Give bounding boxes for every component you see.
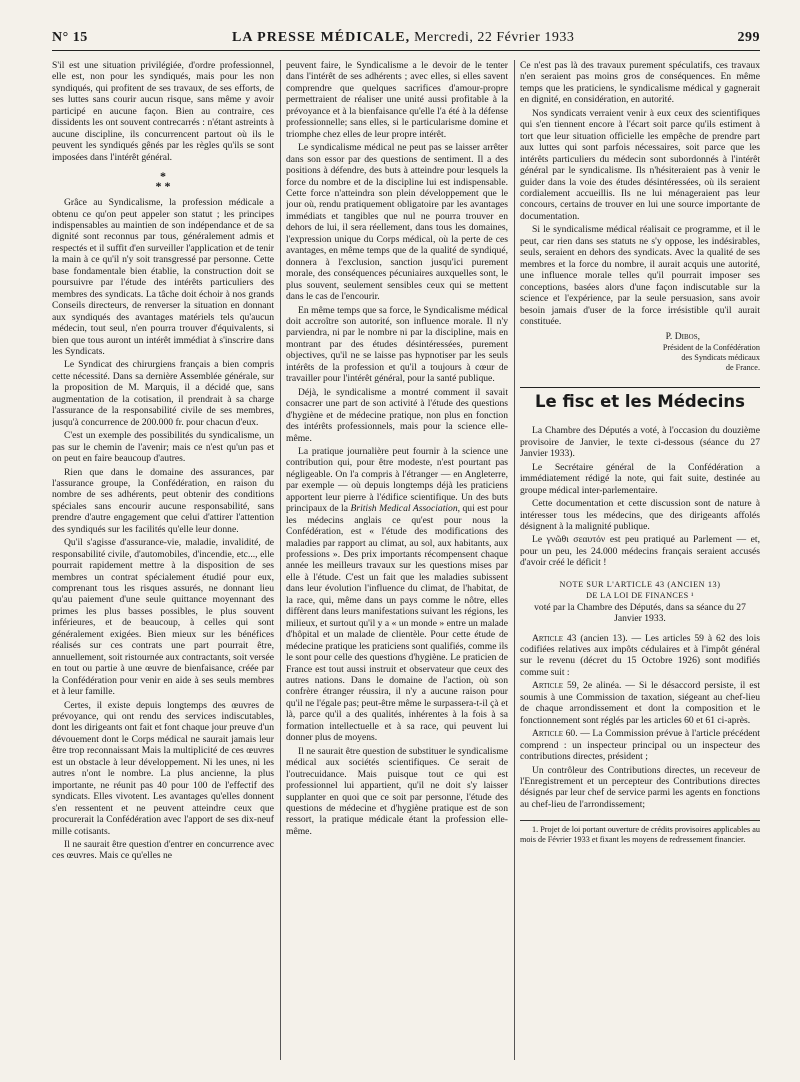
- paragraph-text: , qui est pour les médecins anglais ce qu'est pour nous la Confédération, est « l'étude des modifications des maladies par rapport au climat, au sol, aux habitants, aux professions ». Des prix importants récompensent chaque année les meilleurs travaux sur les questions mises par elle à l'étude. C'est un fait que les maladies subissent dans leur évolution l'influence du climat, de l'habitat, de la race, qui, même dans un pays comme le nôtre, elles diffèrent dans leurs manifestations suivant les régions, les milieux, et surtout qu'il y a « un monde » entre un malade d'hôpital et un malade de clientèle. Pour cette étude de médecine pratique les praticiens sont qualifiés, comme ils le sont pour celle des questions d'hygiène. Le praticien de France est tout aussi instruit et observateur que ceux des autres nations. Dans le domaine de l'action, où son confrère étranger réussira, il n'y a aucune raison pour qu'il ne l'égale pas; peut-être même le surpassera-t-il çà et là, parce qu'il a des qualités, inhérentes à la fois à sa formation intellectuelle et à sa race, qui peuvent lui donner plus de moyens.: [286, 503, 508, 744]
- author-name: P. Dibos,: [665, 331, 700, 343]
- section-rule: [520, 387, 760, 388]
- paragraph-text: La pratique journalière peut fournir à la science une contribution qui, pour être modeste, n'est pourtant pas négligeable. On l'a compris à l'étranger — en Angleterre, par exemple — où depuis longtemps déjà les praticiens apportent leur pierre à l'édifice scientifique. Un des buts principaux de la: [286, 445, 508, 515]
- paragraph: La Chambre des Députés a voté, à l'occasion du douzième provisoire de Janvier, le texte ci-dessous (séance du 27 Janvier 1933).: [520, 425, 760, 460]
- article-label: Article 43: [532, 632, 577, 644]
- asterism-top: *: [160, 169, 166, 184]
- italic-org-name: British Medical Association: [350, 503, 458, 515]
- page-number: 299: [737, 30, 760, 45]
- article-paragraph: [520, 680, 760, 726]
- column-divider: [514, 60, 515, 1060]
- asterism-bottom: * *: [155, 179, 171, 194]
- author-role: Président de la Confédération: [662, 342, 760, 352]
- article-paragraph: [520, 728, 760, 762]
- note-heading: NOTE SUR L'ARTICLE 43 (ANCIEN 13): [559, 579, 721, 589]
- asterism: [52, 169, 274, 194]
- paragraph: En même temps que sa force, le Syndicalisme médical doit accroître son autorité, son influence morale. Il n'y parviendra, ni par le nombre ni par la discipline, mais en montrant par des études désintéressées, purement objectives, qu'il ne se laisse pas hypnotiser par les seuls intérêts de la profession et qu'il a toujours à cœur de travailler pour l'intérêt général, pour la santé publique.: [286, 304, 508, 385]
- journal-name: LA PRESSE MÉDICALE,: [232, 30, 411, 45]
- column-middle: [286, 60, 508, 1060]
- article-text: (ancien 13). — Les articles 59 à 62 des lois codifiées relatives aux impôts cédulaires et à l'impôt général sur le revenu (décret du 15 Octobre 1926) sont modifiés comme suit :: [520, 632, 760, 678]
- issue-number: N° 15: [52, 30, 88, 45]
- header-rule: [52, 50, 760, 51]
- journal-title: [232, 30, 574, 46]
- author-role: des Syndicats médicaux: [681, 352, 760, 362]
- column-left: [52, 60, 274, 1060]
- column-divider: [280, 60, 281, 1060]
- article-text: — La Commission prévue à l'article précédent comprend : un inspecteur principal ou un inspecteur des contributions directes, président ;: [520, 728, 760, 763]
- paragraph: Un contrôleur des Contributions directes, un receveur de l'Enregistrement et un percepteur des Contributions directes désignés par leur chef de service parmi les agents en fonctions au chef-lieu de l'arrondissement;: [520, 764, 760, 810]
- paragraph: Rien que dans le domaine des assurances, par l'assurance groupe, la Confédération, en raison du nombre de ses adhérents, peut obtenir des conditions spéciales sans encourir aucune responsabilité, sans prendre d'autre engagement que celui d'attirer l'attention des syndiqués sur les facilités qu'elle leur donne.: [52, 466, 274, 535]
- paragraph: S'il est une situation privilégiée, d'ordre professionnel, elle est, non pour les syndiqués, mais pour les non syndiqués, qui profitent de ses travaux, de ses efforts, de ses luttes sans courir aucun risque, sans même y avoir participé en aucune façon. Bien au contraire, ces dissidents les ont souvent contrecarrés : n'étant astreints à aucune discipline, ils concurrencent partout où ils le peuvent les syndiqués gênés par les règles qu'ils se sont imposées dans l'intérêt général.: [52, 60, 274, 163]
- article-text: 2e alinéa. — Si le désaccord persiste, il est soumis à une Commission de taxation, siégeant au chef-lieu de chaque arrondissement et dont la composition et le fonctionnement sont réglés par les articles 60 et 61 ci-après.: [520, 680, 760, 726]
- paragraph: C'est un exemple des possibilités du syndicalisme, un pas sur le chemin de l'avenir; mais ce n'est qu'un pas et on peut en faire beaucoup d'autres.: [52, 430, 274, 465]
- paragraph: Si le syndicalisme médical réalisait ce programme, et il le peut, car rien dans ses statuts ne s'y oppose, les indésirables, seuls, seraient en dehors des syndicats. Avec la qualité de ses membres et la force du nombre, il aurait acquis une autorité, une influence morale telles qu'il pourrait imposer ses conceptions, basées alors d'une façon indiscutable sur la science et l'expérience, par la seule persuasion, sans avoir besoin jamais d'user de la force irrésistible qu'il aurait constituée.: [520, 224, 760, 327]
- paragraph: Nos syndicats verraient venir à eux ceux des scientifiques qui s'en tiennent encore à l'écart soit parce qu'ils estiment à tort que leur situation officielle les empêche de prendre part aux luttes qui sont parfois nécessaires, soit parce que les intérêts particuliers du médecin sont subordonnés à l'intérêt général par le syndicalisme. Ils n'hésiteraient pas à venir le guider dans la voie des études désintéressées, où ils seraient cordialement accueillis. Ils ne lui ménageraient pas leur concours, certains de trouver en lui une source importante de documentation.: [520, 107, 760, 222]
- paragraph: Ce n'est pas là des travaux purement spéculatifs, ces travaux n'en seraient pas moins gros de conséquences. En même temps que les praticiens, le syndicalisme médical y gagnerait en dignité, en considération, en autorité.: [520, 60, 760, 106]
- article-label: Article 59,: [532, 680, 580, 692]
- paragraph: Il ne saurait être question d'entrer en concurrence avec ces œuvres. Mais ce qu'elles ne: [52, 839, 274, 862]
- paragraph: [286, 446, 508, 744]
- paragraph: Il ne saurait être question de substituer le syndicalisme médical aux sociétés scientifiques. Ce serait de l'outrecuidance. Mais puisque tout ce qui est professionnel lui appartient, qu'il ne doit s'y laisser supplanter en quoi que ce soit par personne, l'étude des questions de médecine et d'hygiène pratique est de son ressort, la pratique médicale étant la profession elle-même.: [286, 745, 508, 837]
- article-label: Article 60.: [532, 728, 578, 740]
- column-right: [520, 60, 760, 1060]
- issue-date: Mercredi, 22 Février 1933: [414, 30, 575, 45]
- paragraph: Cette documentation et cette discussion sont de nature à intéresser tous les médecins, que des dirigeants affolés désignent à la malignité publique.: [520, 498, 760, 532]
- page-header: [52, 28, 760, 50]
- note-subheading: DE LA LOI DE FINANCES ¹: [586, 591, 694, 601]
- paragraph: Le Secrétaire général de la Confédération a immédiatement rédigé la note, qui fait suite, destinée au groupe médical inter-parlementaire.: [520, 461, 760, 496]
- paragraph: Grâce au Syndicalisme, la profession médicale a obtenu ce qu'on peut appeler son statut ; les principes indispensables au maintien de son indépendance et de sa dignité sont reconnus par tous, généralement admis et respectés et il suffit d'en surveiller l'application et de tenir la main à ce qu'il n'y soit transgressé par personne. Cette base fondamentale bien établie, la construction doit se poursuivre par l'étude des intérêts particuliers des membres des syndicats. La tâche doit échoir à nos grands Conseils directeurs, de renverser la situation en donnant aux syndiqués des avantages matériels tels qu'aucun médecin, tout seul, n'en pourra trouver d'équivalents, si bien que tous auront un intérêt immédiat à s'inscrire dans les Syndicats.: [52, 197, 274, 357]
- paragraph: Le Syndicat des chirurgiens français a bien compris cette nécessité. Dans sa dernière Assemblée générale, sur la proposition de M. Marquis, il a décidé que, sans augmentation de la cotisation, il prendrait à sa charge l'assurance de la responsabilité civile de ses membres, jusqu'à concurrence de 200.000 fr. pour chacun d'eux.: [52, 359, 274, 428]
- paragraph: peuvent faire, le Syndicalisme a le devoir de le tenter dans l'intérêt de ses adhérents ; avec elles, si elles savent comprendre que quelques sacrifices d'amour-propre permettraient de réaliser une unité aussi profitable à la prévoyance et à la bienfaisance qu'elle l'a été à la défense professionnelle; sans elles, si le particularisme domine et triomphe chez elles de leur propre intérêt.: [286, 60, 508, 140]
- author-role: de France.: [725, 362, 760, 372]
- section-title: Le fisc et les Médecins: [535, 391, 745, 411]
- paragraph: Déjà, le syndicalisme a montré comment il savait consacrer une part de son activité à l'étude des questions d'hygiène et de médecine pratique, non plus en fonction des intérêts professionnels, mais pour la science elle-même.: [286, 386, 508, 444]
- footnote-rule: [520, 820, 760, 821]
- footnote: 1. Projet de loi portant ouverture de crédits provisoires applicables au mois de Février 1933 et fixant les moyens de redressement financier.: [520, 825, 760, 845]
- paragraph: Le γνῶθι σεαυτόν est peu pratiqué au Parlement — et, pour un peu, les 24.000 médecins français seraient accusés d'avoir créé le déficit !: [520, 534, 760, 569]
- note-vote-line: voté par la Chambre des Députés, dans sa séance du 27 Janvier 1933.: [534, 601, 746, 625]
- paragraph: Qu'il s'agisse d'assurance-vie, maladie, invalidité, de responsabilité civile, d'automobiles, d'incendie, etc..., elle pourrait rapidement mettre à la disposition de ses membres un contrat spécialement étudié pour eux, comprenant tous les risques assurés, ne donnant lieu qu'au paiement d'une seule quittance moyennant des primes les plus basses possibles, le plus souvent inférieures, et de beaucoup, à celles qui sont généralement exigées. Bien mieux sur les bénéfices réalisés sur ces contrats une part pourrait être, annuellement, soit ristournée aux contractants, soit versée en tout ou partie à une œuvre de bienfaisance, créée par la Confédération pour venir en aide à ses seuls membres et à leur famille.: [52, 537, 274, 698]
- article-paragraph: [520, 633, 760, 679]
- signature-block: [520, 331, 760, 372]
- paragraph: Certes, il existe depuis longtemps des œuvres de prévoyance, qui ont rendu des services indiscutables, dont les dirigeants ont fait et font chaque jour preuve d'un dévouement dont le Corps médical ne saurait jamais leur être trop reconnaissant Mais la multiplicité de ces œuvres est un obstacle à leur développement. Ni les unes, ni les autres n'ont le nombre. La plus ancienne, la plus importante, ne réunit pas 40 pour 100 de l'effectif des syndicats. Elles vivotent. Les avantages qu'elles donnent s'en ressentent et ne peuvent atteindre ceux que procurerait la Confédération avec l'apport de ses dix-neuf mille cotisants.: [52, 699, 274, 837]
- paragraph: Le syndicalisme médical ne peut pas se laisser arrêter dans son essor par des questions de sentiment. Il a des positions à défendre, des buts à atteindre pour lesquels la force du nombre et de la discipline lui est indispensable. Cette force n'atteindra son plein développement que le jour où, rendu pratiquement obligatoire par les avantages immédiats et tangibles que nul ne pourra trouver en dehors de lui, il sera réellement, dans tous les domaines, l'expression unique du Corps médical, où la perte de ces avantages, en même temps que de la qualité de syndiqué, donnera à l'exclusion, sanction jusqu'ici purement morale, des conséquences pécuniaires auxquelles sont, le plus souvent, seulement sensibles ceux qui se mettent dans le cas de l'encourir.: [286, 142, 508, 303]
